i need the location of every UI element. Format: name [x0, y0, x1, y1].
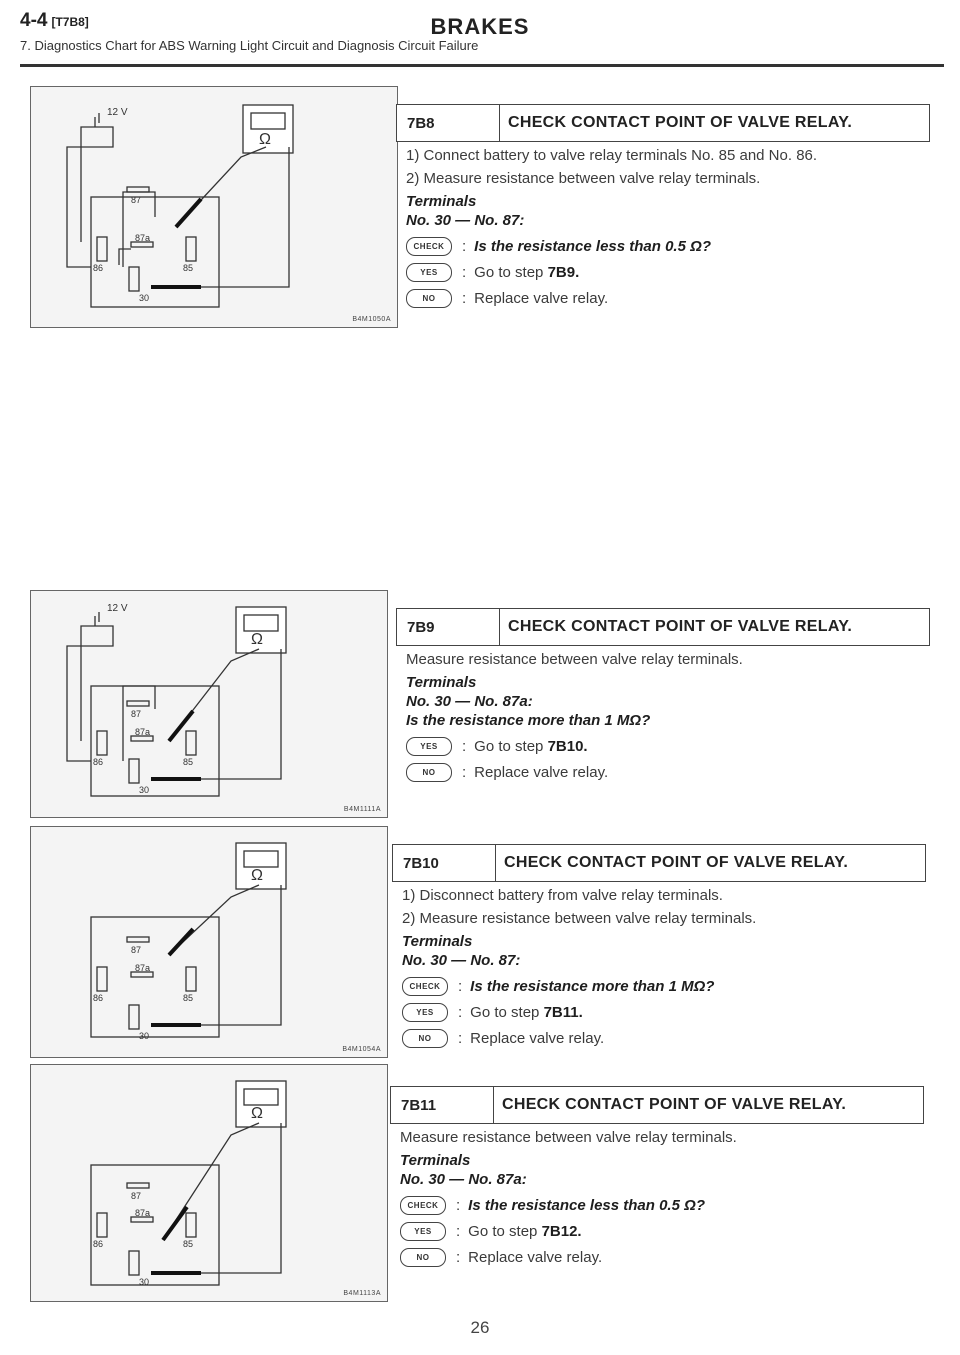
terminals-label: Terminals: [406, 674, 477, 691]
relay-diagram-1: [30, 86, 398, 328]
terminal-label: 87: [131, 709, 142, 719]
no-row: NO : Replace valve relay.: [406, 289, 946, 308]
page-ref-number: 4-4: [20, 10, 48, 31]
yes-prefix: Go to step: [474, 738, 544, 755]
yes-badge: YES: [406, 737, 452, 756]
check-badge: CHECK: [402, 977, 448, 996]
battery-label: 12 V: [107, 603, 128, 614]
figure-code: B4M1054A: [342, 1046, 381, 1053]
step-header: [390, 1086, 924, 1124]
terminal-label: 87a: [135, 963, 151, 973]
section-subtitle: 7. Diagnostics Chart for ABS Warning Light Circuit and Diagnosis Circuit Failure: [20, 38, 479, 53]
check-question: Is the resistance more than 1 MΩ?: [406, 712, 651, 729]
terminal-label: 87: [131, 945, 142, 955]
terminal-label: 87a: [135, 1208, 151, 1218]
instruction-line: 2) Measure resistance between valve relay terminals.: [402, 910, 757, 927]
instruction-line: 1) Disconnect battery from valve relay terminals.: [402, 887, 723, 904]
yes-row: YES : Go to step 7B12.: [400, 1222, 940, 1241]
terminals-label: Terminals: [402, 933, 473, 950]
check-row: CHECK : Is the resistance more than 1 MΩ?: [402, 977, 942, 996]
yes-badge: YES: [400, 1222, 446, 1241]
terminal-label: 87: [131, 1191, 142, 1201]
terminal-label: 85: [183, 757, 194, 767]
yes-prefix: Go to step: [470, 1004, 540, 1021]
step-number: 7B11: [391, 1087, 494, 1123]
terminal-label: 30: [139, 1031, 150, 1041]
terminals-value: No. 30 — No. 87:: [406, 212, 525, 229]
check-question: Is the resistance more than 1 MΩ?: [470, 978, 715, 995]
relay-diagram-4: [30, 1064, 388, 1302]
terminal-label: 30: [139, 785, 150, 795]
relay-circuit-illustration: [31, 591, 387, 817]
ohm-symbol: Ω: [259, 131, 271, 148]
yes-step: 7B12.: [541, 1223, 582, 1240]
no-badge: NO: [402, 1029, 448, 1048]
yes-row: YES : Go to step 7B10.: [406, 737, 946, 756]
yes-row: YES : Go to step 7B9.: [406, 263, 946, 282]
terminal-label: 86: [93, 1239, 104, 1249]
step-title: CHECK CONTACT POINT OF VALVE RELAY.: [504, 854, 849, 871]
step-header: [392, 844, 926, 882]
ohm-symbol: Ω: [251, 1105, 263, 1122]
terminal-label: 85: [183, 263, 194, 273]
no-row: NO : Replace valve relay.: [400, 1248, 940, 1267]
no-row: NO : Replace valve relay.: [402, 1029, 942, 1048]
yes-prefix: Go to step: [468, 1223, 538, 1240]
terminal-label: 86: [93, 993, 104, 1003]
check-badge: CHECK: [406, 237, 452, 256]
ohm-symbol: Ω: [251, 867, 263, 884]
terminal-label: 87a: [135, 233, 151, 243]
page-number: 26: [470, 1318, 490, 1337]
terminal-label: 87: [131, 195, 142, 205]
terminals-value: No. 30 — No. 87a:: [400, 1171, 527, 1188]
instruction-line: 1) Connect battery to valve relay terminals No. 85 and No. 86.: [406, 147, 818, 164]
no-action: Replace valve relay.: [474, 290, 609, 307]
yes-row: YES : Go to step 7B11.: [402, 1003, 942, 1022]
yes-prefix: Go to step: [474, 264, 544, 281]
step-title: CHECK CONTACT POINT OF VALVE RELAY.: [502, 1096, 847, 1113]
terminal-label: 85: [183, 993, 194, 1003]
terminals-value: No. 30 — No. 87a:: [406, 693, 533, 710]
terminals-label: Terminals: [400, 1152, 471, 1169]
instruction-line: Measure resistance between valve relay terminals.: [400, 1129, 737, 1146]
step-number: 7B9: [397, 609, 500, 645]
section-title: BRAKES: [430, 14, 530, 39]
step-7b11: [390, 1086, 940, 1267]
terminal-label: 86: [93, 263, 104, 273]
check-question: Is the resistance less than 0.5 Ω?: [474, 238, 711, 255]
no-action: Replace valve relay.: [468, 1249, 603, 1266]
terminals-value: No. 30 — No. 87:: [402, 952, 521, 969]
yes-badge: YES: [402, 1003, 448, 1022]
figure-code: B4M1050A: [352, 316, 391, 323]
terminal-label: 86: [93, 757, 104, 767]
step-number: 7B8: [397, 105, 500, 141]
no-badge: NO: [406, 763, 452, 782]
no-action: Replace valve relay.: [474, 764, 609, 781]
step-number: 7B10: [393, 845, 496, 881]
ohm-symbol: Ω: [251, 631, 263, 648]
relay-circuit-illustration: [31, 1065, 387, 1301]
page-code: [T7B8]: [51, 15, 89, 29]
terminal-label: 85: [183, 1239, 194, 1249]
step-7b9: [396, 608, 946, 782]
instruction-line: Measure resistance between valve relay terminals.: [406, 651, 743, 668]
terminals-label: Terminals: [406, 193, 477, 210]
yes-badge: YES: [406, 263, 452, 282]
terminal-label: 87a: [135, 727, 151, 737]
yes-step: 7B9.: [547, 264, 580, 281]
yes-step: 7B10.: [547, 738, 588, 755]
step-title: CHECK CONTACT POINT OF VALVE RELAY.: [508, 114, 853, 131]
instruction-line: 2) Measure resistance between valve relay terminals.: [406, 170, 761, 187]
header-divider: [20, 64, 944, 67]
check-badge: CHECK: [400, 1196, 446, 1215]
battery-label: 12 V: [107, 107, 128, 118]
relay-circuit-illustration: [31, 827, 387, 1057]
terminal-label: 30: [139, 1277, 150, 1287]
check-row: CHECK : Is the resistance less than 0.5 Ω?: [400, 1196, 940, 1215]
step-7b8: [396, 104, 946, 308]
step-7b10: [392, 844, 942, 1048]
figure-code: B4M1113A: [343, 1290, 381, 1297]
relay-diagram-2: [30, 590, 388, 818]
step-header: [396, 104, 930, 142]
yes-step: 7B11.: [543, 1004, 583, 1021]
relay-circuit-illustration: [31, 87, 397, 327]
check-question: Is the resistance less than 0.5 Ω?: [468, 1197, 705, 1214]
no-action: Replace valve relay.: [470, 1030, 605, 1047]
check-row: CHECK : Is the resistance less than 0.5 Ω?: [406, 237, 946, 256]
step-header: [396, 608, 930, 646]
no-badge: NO: [400, 1248, 446, 1267]
terminal-label: 30: [139, 293, 150, 303]
relay-diagram-3: [30, 826, 388, 1058]
no-row: NO : Replace valve relay.: [406, 763, 946, 782]
figure-code: B4M1111A: [343, 806, 381, 813]
no-badge: NO: [406, 289, 452, 308]
step-title: CHECK CONTACT POINT OF VALVE RELAY.: [508, 618, 853, 635]
